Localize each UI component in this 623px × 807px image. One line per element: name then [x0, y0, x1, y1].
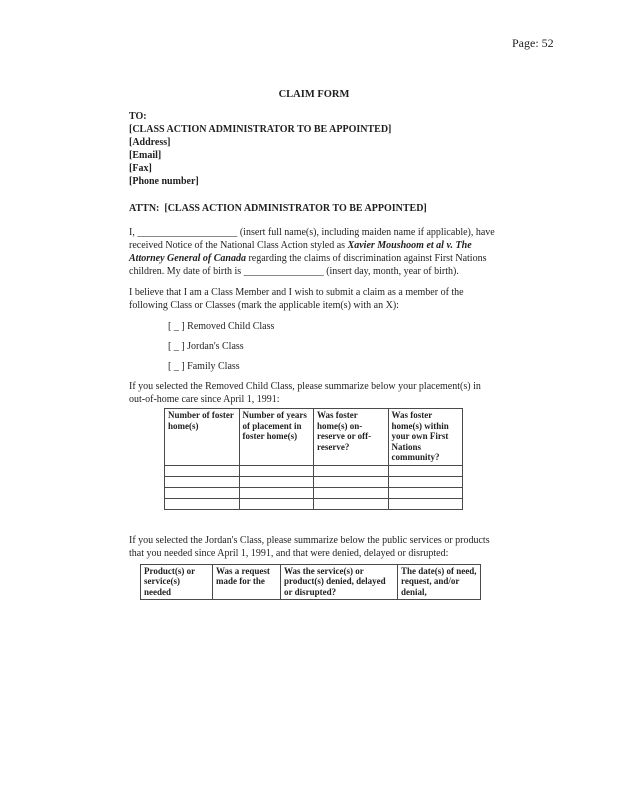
table-cell	[165, 476, 240, 487]
class-option-family: [ _ ] Family Class	[168, 361, 240, 372]
table-cell	[314, 476, 389, 487]
table-cell	[239, 487, 314, 498]
services-table-header-row	[141, 564, 481, 600]
table-cell	[388, 465, 463, 476]
table-cell	[239, 476, 314, 487]
table-cell	[314, 498, 389, 509]
recipient-line: [CLASS ACTION ADMINISTRATOR TO BE APPOINTED]	[129, 124, 392, 135]
recipient-line: [Phone number]	[129, 176, 199, 187]
recipient-line: [Address]	[129, 137, 171, 148]
column-header-denied-delayed: Was the service(s) or product(s) denied, delayed or disrupted?	[281, 564, 398, 600]
table-cell	[165, 498, 240, 509]
table-row	[165, 487, 463, 498]
table-cell	[388, 487, 463, 498]
column-header-on-off-reserve: Was foster home(s) on-reserve or off-reserve?	[314, 409, 389, 466]
attn-line: ATTN: [CLASS ACTION ADMINISTRATOR TO BE APPOINTED]	[129, 203, 427, 214]
table-cell	[314, 465, 389, 476]
intro-paragraph	[129, 226, 499, 278]
table-row	[165, 465, 463, 476]
table-cell	[239, 465, 314, 476]
column-header-years-placement: Number of years of placement in foster home(s)	[239, 409, 314, 466]
to-block	[129, 110, 499, 188]
table-row	[165, 498, 463, 509]
intro-text-part2: regarding the claims of discrimination against First Nations children. My date of birth is ________________ (insert day, month, year of birth).	[129, 253, 487, 277]
column-header-product-needed: Product(s) or service(s) needed	[141, 564, 213, 600]
form-content	[129, 88, 499, 600]
table-row	[165, 476, 463, 487]
recipient-line: [Email]	[129, 150, 162, 161]
form-title: CLAIM FORM	[278, 89, 350, 100]
class-options-list	[129, 320, 499, 373]
class-option-jordans: [ _ ] Jordan's Class	[168, 341, 244, 352]
services-products-table	[140, 564, 481, 601]
foster-table-header-row	[165, 409, 463, 466]
case-name: Xavier Moushoom et al v. The Attorney General of Canada	[129, 240, 472, 264]
column-header-dates: The date(s) of need, request, and/or denial,	[398, 564, 481, 600]
table-cell	[239, 498, 314, 509]
table-cell	[165, 465, 240, 476]
column-header-foster-homes: Number of foster home(s)	[165, 409, 240, 466]
jordans-instruction: If you selected the Jordan's Class, please summarize below the public services or products that you needed since April 1, 1991, and that were denied, delayed or disrupted:	[129, 534, 490, 559]
class-option-removed-child: [ _ ] Removed Child Class	[168, 321, 275, 332]
class-member-paragraph: I believe that I am a Class Member and I wish to submit a claim as a member of the following Class or Classes (mark the applicable item(s) with an X):	[129, 287, 464, 311]
foster-placement-table	[164, 408, 463, 510]
table-cell	[314, 487, 389, 498]
table-cell	[388, 498, 463, 509]
intro-text-part1: I, ____________________ (insert full name(s), including maiden name if applicable), have received Notice of the National Class Action styled as	[129, 227, 495, 251]
removed-child-instruction: If you selected the Removed Child Class, please summarize below your placement(s) in out-of-home care since April 1, 1991:	[129, 381, 481, 405]
column-header-own-community: Was foster home(s) within your own First Nations community?	[388, 409, 463, 466]
recipient-line: [Fax]	[129, 163, 152, 174]
column-header-request-made: Was a request made for the	[213, 564, 281, 600]
page-number: Page: 52	[512, 36, 554, 50]
to-label: TO:	[129, 111, 147, 122]
table-cell	[388, 476, 463, 487]
table-cell	[165, 487, 240, 498]
